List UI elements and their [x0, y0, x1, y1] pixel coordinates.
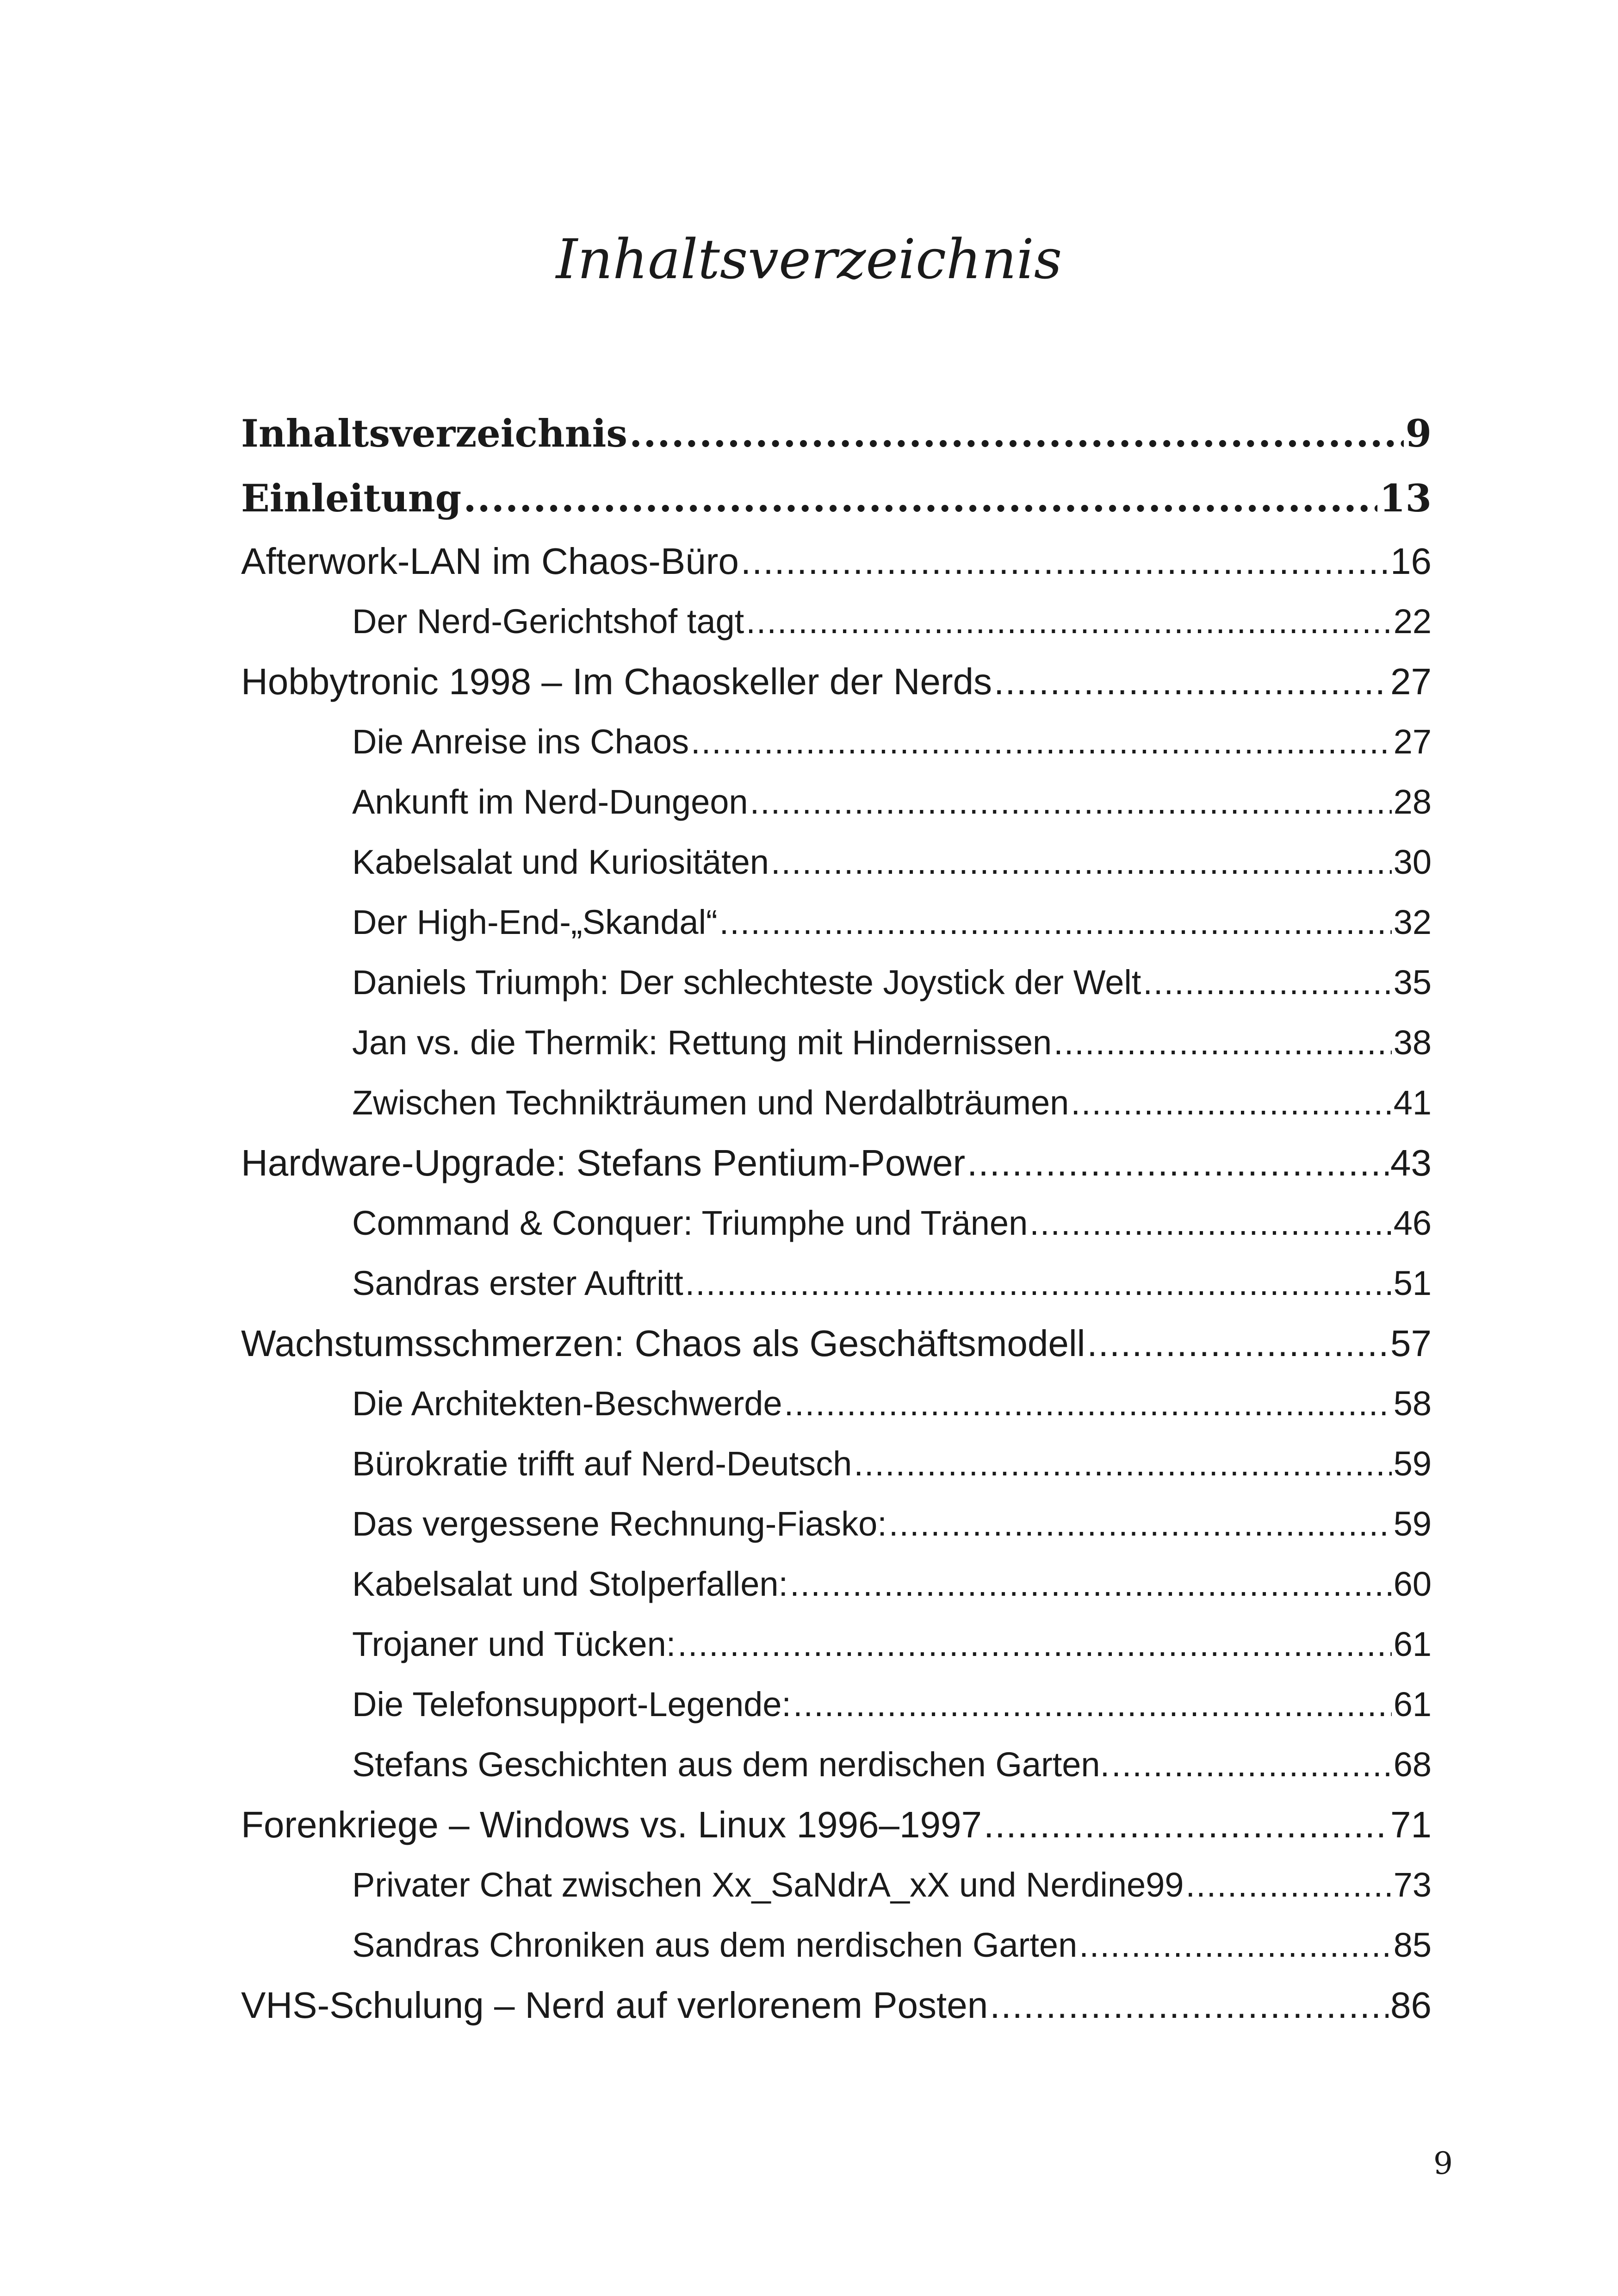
toc-entry: [241, 1313, 1432, 1374]
toc-entry-title: Privater Chat zwischen Xx_SaNdrA_xX und Nerdine99: [352, 1866, 1184, 1904]
toc-entry-title: Command & Conquer: Triumphe und Tränen: [352, 1204, 1028, 1242]
toc-leader-dots: [854, 1434, 1391, 1494]
toc-entry: [241, 1494, 1432, 1554]
toc-entry: [241, 1133, 1432, 1193]
toc-entry-page: 61: [1393, 1685, 1432, 1724]
toc-entry: [241, 1915, 1432, 1975]
toc-leader-dots: [994, 652, 1389, 712]
toc-entry: [241, 1674, 1432, 1735]
toc-entry-title: Daniels Triumph: Der schlechteste Joystick der Welt: [352, 963, 1141, 1002]
toc-entry-title: Forenkriege – Windows vs. Linux 1996–1997: [241, 1804, 982, 1845]
toc-entry-title: Hardware-Upgrade: Stefans Pentium-Power: [241, 1142, 966, 1183]
toc-entry: [241, 652, 1432, 712]
toc-leader-dots: [750, 772, 1392, 832]
toc-entry: [241, 1193, 1432, 1253]
toc-entry-title: Wachstumsschmerzen: Chaos als Geschäftsmodell: [241, 1323, 1085, 1364]
toc-entry-title: Der Nerd-Gerichtshof tagt: [352, 602, 744, 641]
toc-entry: [241, 1614, 1432, 1674]
toc-entry-page: 68: [1393, 1745, 1432, 1784]
toc-entry-page: 85: [1393, 1926, 1432, 1964]
toc-entry-page: 43: [1390, 1142, 1432, 1183]
toc-entry-title: Stefans Geschichten aus dem nerdischen Garten.: [352, 1745, 1110, 1784]
toc-leader-dots: [746, 591, 1391, 652]
toc-entry: [241, 772, 1432, 832]
toc-leader-dots: [463, 467, 1377, 531]
toc-entry: [241, 1735, 1432, 1795]
toc-leader-dots: [967, 1133, 1389, 1193]
toc-entry-page: 32: [1393, 903, 1432, 941]
toc-entry-page: 86: [1390, 1985, 1432, 2026]
toc-leader-dots: [889, 1494, 1392, 1554]
toc-leader-dots: [691, 712, 1392, 772]
toc-entry-title: Die Telefonsupport-Legende:: [352, 1685, 791, 1724]
toc-entry: [241, 591, 1432, 652]
toc-entry-page: 41: [1393, 1083, 1432, 1122]
toc-entry-title: Kabelsalat und Stolperfallen:: [352, 1565, 788, 1603]
toc-entry-title: Kabelsalat und Kuriositäten: [352, 843, 769, 881]
toc-entry-page: 27: [1390, 661, 1432, 702]
toc-entry: [241, 1975, 1432, 2035]
toc-entry-page: 46: [1393, 1204, 1432, 1242]
toc-entry: [241, 531, 1432, 591]
toc-entry-page: 59: [1393, 1444, 1432, 1483]
table-of-contents: [241, 402, 1432, 2035]
toc-entry: [241, 1795, 1432, 1855]
toc-entry: [241, 832, 1432, 892]
toc-entry: [241, 1855, 1432, 1915]
toc-leader-dots: [1111, 1735, 1392, 1795]
toc-leader-dots: [719, 892, 1392, 952]
page-number: 9: [1433, 2146, 1453, 2181]
toc-leader-dots: [990, 1975, 1389, 2035]
toc-entry-page: 28: [1393, 783, 1432, 821]
toc-entry: [241, 467, 1432, 531]
toc-entry-title: Afterwork-LAN im Chaos-Büro: [241, 541, 739, 582]
toc-entry-title: VHS-Schulung – Nerd auf verlorenem Posten: [241, 1985, 988, 2026]
toc-entry-title: Sandras Chroniken aus dem nerdischen Garten: [352, 1926, 1078, 1964]
toc-entry-page: 57: [1390, 1323, 1432, 1364]
toc-leader-dots: [685, 1253, 1392, 1313]
toc-leader-dots: [1185, 1855, 1391, 1915]
toc-entry-page: 61: [1393, 1625, 1432, 1663]
toc-entry: [241, 402, 1432, 467]
toc-entry-page: 38: [1393, 1023, 1432, 1062]
toc-entry-title: Bürokratie trifft auf Nerd-Deutsch: [352, 1444, 852, 1483]
toc-leader-dots: [677, 1614, 1391, 1674]
toc-entry: [241, 1253, 1432, 1313]
toc-leader-dots: [1079, 1915, 1391, 1975]
toc-entry-page: 51: [1393, 1264, 1432, 1302]
toc-entry-page: 9: [1405, 412, 1432, 456]
toc-leader-dots: [741, 531, 1389, 591]
toc-entry-title: Hobbytronic 1998 – Im Chaoskeller der Nerds: [241, 661, 992, 702]
toc-leader-dots: [793, 1674, 1392, 1735]
toc-entry-page: 59: [1393, 1505, 1432, 1543]
toc-entry-title: Der High-End-„Skandal“: [352, 903, 718, 941]
toc-entry-page: 58: [1393, 1384, 1432, 1423]
toc-entry-page: 16: [1390, 541, 1432, 582]
toc-entry-page: 71: [1390, 1804, 1432, 1845]
toc-entry: [241, 1073, 1432, 1133]
toc-entry-page: 30: [1393, 843, 1432, 881]
page-title: Inhaltsverzeichnis: [556, 227, 1062, 291]
toc-entry-page: 27: [1393, 722, 1432, 761]
toc-entry-title: Trojaner und Tücken:: [352, 1625, 676, 1663]
toc-leader-dots: [790, 1554, 1392, 1614]
toc-entry-title: Die Architekten-Beschwerde: [352, 1384, 782, 1423]
toc-entry: [241, 1013, 1432, 1073]
toc-leader-dots: [629, 402, 1404, 467]
toc-entry-title: Jan vs. die Thermik: Rettung mit Hindernissen: [352, 1023, 1052, 1062]
toc-entry-title: Inhaltsverzeichnis: [241, 412, 627, 456]
toc-leader-dots: [1054, 1013, 1392, 1073]
toc-leader-dots: [984, 1795, 1389, 1855]
toc-entry-title: Ankunft im Nerd-Dungeon: [352, 783, 748, 821]
toc-entry: [241, 892, 1432, 952]
toc-entry-page: 60: [1393, 1565, 1432, 1603]
toc-entry-title: Zwischen Technikträumen und Nerdalbträumen: [352, 1083, 1069, 1122]
toc-entry-page: 35: [1393, 963, 1432, 1002]
toc-entry: [241, 1374, 1432, 1434]
toc-entry-page: 13: [1379, 477, 1432, 521]
toc-entry: [241, 1434, 1432, 1494]
toc-entry: [241, 952, 1432, 1013]
toc-entry-title: Die Anreise ins Chaos: [352, 722, 689, 761]
toc-leader-dots: [1071, 1073, 1391, 1133]
toc-entry-page: 73: [1393, 1866, 1432, 1904]
toc-entry-title: Sandras erster Auftritt: [352, 1264, 683, 1302]
toc-entry: [241, 712, 1432, 772]
toc-leader-dots: [1143, 952, 1391, 1013]
toc-entry-title: Einleitung: [241, 477, 462, 521]
toc-entry-page: 22: [1393, 602, 1432, 641]
toc-leader-dots: [1029, 1193, 1391, 1253]
toc-leader-dots: [1087, 1313, 1389, 1374]
toc-leader-dots: [784, 1374, 1392, 1434]
toc-entry: [241, 1554, 1432, 1614]
toc-leader-dots: [771, 832, 1392, 892]
toc-entry-title: Das vergessene Rechnung-Fiasko:: [352, 1505, 887, 1543]
